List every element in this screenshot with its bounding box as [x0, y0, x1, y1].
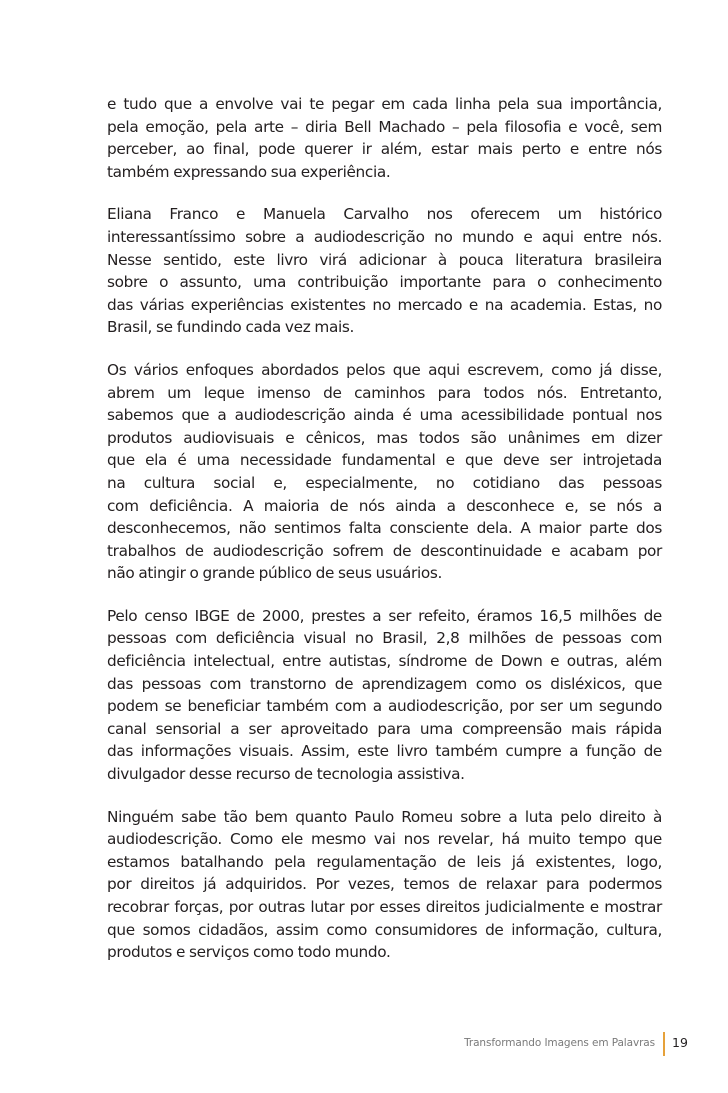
text-line: sabemos que a audiodescrição ainda é uma acessibilidade pontual nos: [107, 406, 662, 425]
footer-divider: [663, 1032, 665, 1056]
page-number: 19: [672, 1035, 688, 1050]
text-line: Nesse sentido, este livro virá adicionar à pouca literatura brasileira: [107, 250, 662, 269]
paragraph-2: [107, 203, 662, 339]
text-line: perceber, ao final, pode querer ir além, estar mais perto e entre nós: [107, 140, 662, 159]
text-line: desconhecemos, não sentimos falta consciente dela. A maior parte dos: [107, 519, 662, 538]
text-line: trabalhos de audiodescrição sofrem de descontinuidade e acabam por: [107, 541, 662, 560]
text-line: e tudo que a envolve vai te pegar em cada linha pela sua importância,: [107, 95, 662, 113]
text-line: Brasil, se fundindo cada vez mais.: [107, 318, 354, 337]
text-line: também expressando sua experiência.: [107, 162, 391, 181]
text-line: podem se beneficiar também com a audiodescrição, por ser um segundo: [107, 697, 662, 716]
text-line: recobrar forças, por outras lutar por esses direitos judicialmente e mostrar: [107, 898, 662, 916]
text-line: abrem um leque imenso de caminhos para todos nós. Entretanto,: [107, 383, 662, 402]
text-line: sobre o assunto, uma contribuição importante para o conhecimento: [107, 273, 662, 292]
body-text: [107, 93, 662, 984]
paragraph-5: [107, 806, 662, 964]
text-line: pessoas com deficiência visual no Brasil, 2,8 milhões de pessoas com: [107, 629, 662, 648]
text-line: canal sensorial a ser aproveitado para uma compreensão mais rápida: [107, 719, 662, 738]
running-footer-title: Transformando Imagens em Palavras: [464, 1037, 655, 1049]
paragraph-4: [107, 605, 662, 786]
text-line: produtos audiovisuais e cênicos, mas todos são unânimes em dizer: [107, 428, 662, 447]
paragraph-3: [107, 359, 662, 585]
page-footer: [0, 1030, 728, 1058]
text-line: das informações visuais. Assim, este livro também cumpre a função de: [107, 742, 662, 761]
text-line: produtos e serviços como todo mundo.: [107, 943, 391, 962]
text-line: das pessoas com transtorno de aprendizagem como os disléxicos, que: [107, 674, 662, 693]
text-line: das várias experiências existentes no mercado e na academia. Estas, no: [107, 295, 662, 314]
text-line: Os vários enfoques abordados pelos que aqui escrevem, como já disse,: [107, 360, 662, 379]
text-line: audiodescrição. Como ele mesmo vai nos revelar, há muito tempo que: [107, 830, 662, 849]
paragraph-1: [107, 93, 662, 183]
text-line: que ela é uma necessidade fundamental e que deve ser introjetada: [107, 451, 662, 470]
text-line: Eliana Franco e Manuela Carvalho nos oferecem um histórico: [107, 205, 662, 224]
text-line: na cultura social e, especialmente, no cotidiano das pessoas: [107, 473, 662, 492]
text-line: estamos batalhando pela regulamentação de leis já existentes, logo,: [107, 852, 662, 871]
text-line: divulgador desse recurso de tecnologia assistiva.: [107, 765, 465, 784]
text-line: deficiência intelectual, entre autistas, síndrome de Down e outras, além: [107, 652, 662, 671]
text-line: Ninguém sabe tão bem quanto Paulo Romeu sobre a luta pelo direito à: [107, 807, 662, 826]
text-line: Pelo censo IBGE de 2000, prestes a ser refeito, éramos 16,5 milhões de: [107, 606, 662, 625]
text-line: pela emoção, pela arte – diria Bell Machado – pela filosofia e você, sem: [107, 117, 662, 136]
text-line: por direitos já adquiridos. Por vezes, temos de relaxar para podermos: [107, 875, 662, 894]
text-line: com deficiência. A maioria de nós ainda a desconhece e, se nós a: [107, 496, 662, 515]
text-line: não atingir o grande público de seus usuários.: [107, 564, 442, 583]
text-line: que somos cidadãos, assim como consumidores de informação, cultura,: [107, 920, 662, 939]
text-line: interessantíssimo sobre a audiodescrição no mundo e aqui entre nós.: [107, 227, 662, 246]
